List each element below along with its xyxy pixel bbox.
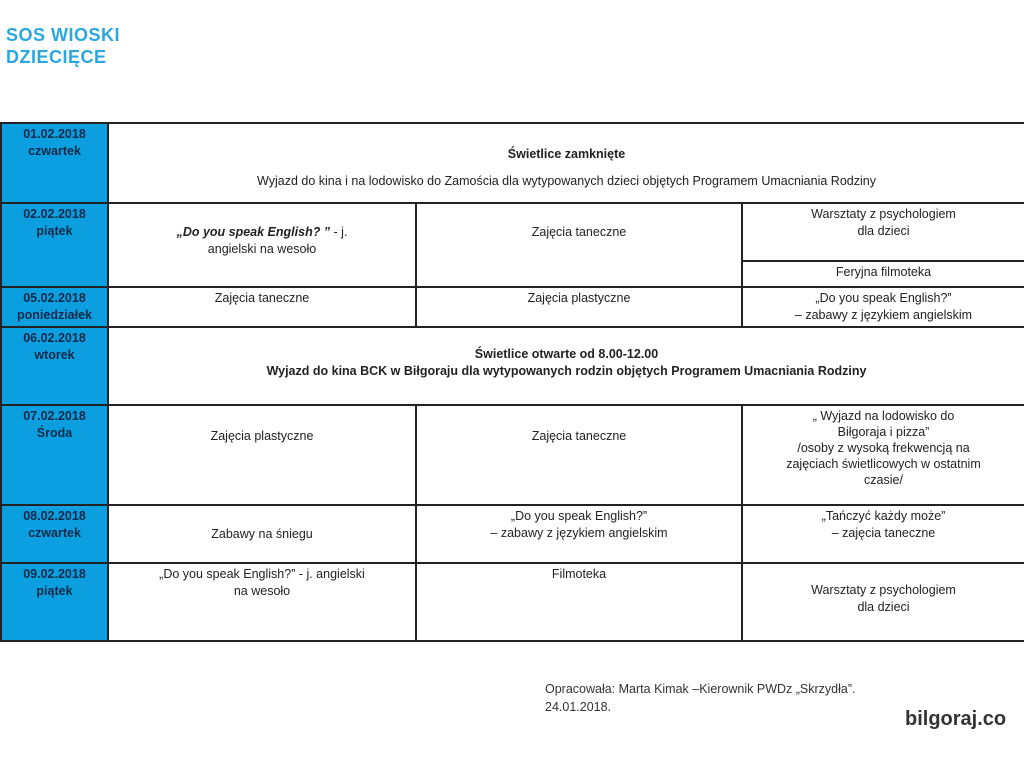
date: 01.02.2018 [23, 127, 86, 141]
table-row [1, 287, 1024, 327]
date-cell [1, 123, 108, 203]
logo [6, 24, 120, 68]
activity-text: /osoby z wysoką frekwencją na [797, 441, 970, 455]
date: 09.02.2018 [23, 567, 86, 581]
activity-text: – zajęcia taneczne [831, 526, 936, 540]
date: 06.02.2018 [23, 331, 86, 345]
activity-cell [416, 563, 742, 641]
table-row [1, 203, 1024, 261]
merged-cell [108, 327, 1024, 405]
date: 07.02.2018 [23, 409, 86, 423]
table-row [1, 563, 1024, 641]
activity-text: Warsztaty z psychologiem [811, 583, 956, 597]
activity-cell [108, 505, 416, 563]
activity-cell [108, 287, 416, 327]
table-row [1, 327, 1024, 405]
activity-cell [742, 563, 1024, 641]
activity-cell [742, 203, 1024, 261]
date: 02.02.2018 [23, 207, 86, 221]
cell-heading: Świetlice zamknięte [507, 147, 626, 161]
merged-cell [108, 123, 1024, 203]
date-line: 24.01.2018. [545, 700, 612, 714]
activity-text: Zajęcia plastyczne [527, 291, 631, 305]
activity-emphasis: „Do you speak English? ” [176, 225, 331, 239]
activity-text: - j. [330, 225, 348, 239]
cell-text: Wyjazd do kina i na lodowisko do Zamościa dla wytypowanych dzieci objętych Programem Umacniania Rodziny [257, 174, 876, 188]
activity-text: Warsztaty z psychologiem [811, 207, 956, 221]
activity-text: Zajęcia taneczne [214, 291, 310, 305]
table-row [1, 123, 1024, 203]
date-cell [1, 563, 108, 641]
activity-text: dla dzieci [857, 600, 910, 614]
activity-cell [742, 505, 1024, 563]
activity-text: „Do you speak English?” [815, 291, 952, 305]
weekday: piątek [36, 224, 73, 238]
activity-cell [742, 405, 1024, 505]
weekday: wtorek [34, 348, 75, 362]
activity-text: „Do you speak English?” - j. angielski [159, 567, 365, 581]
activity-text: „Tańczyć każdy może” [821, 509, 946, 523]
activity-text: zajęciach świetlicowych w ostatnim [786, 457, 981, 471]
logo-line-2: DZIECIĘCE [6, 47, 107, 67]
activity-text: „Do you speak English?” [510, 509, 648, 523]
activity-text: angielski na wesoło [207, 242, 317, 256]
activity-cell [108, 563, 416, 641]
activity-cell [108, 203, 416, 287]
site-watermark: bilgoraj.co [905, 708, 1007, 730]
weekday: piątek [36, 584, 73, 598]
activity-text: dla dzieci [857, 224, 910, 238]
date-cell [1, 287, 108, 327]
date-cell [1, 203, 108, 287]
activity-text: Zabawy na śniegu [211, 527, 313, 541]
logo-line-1: SOS WIOSKI [6, 25, 121, 45]
activity-text: – zabawy z językiem angielskim [794, 308, 973, 322]
activity-text: Zajęcia taneczne [531, 429, 627, 443]
weekday: czwartek [28, 144, 81, 158]
footer-note [545, 680, 856, 716]
activity-text: Filmoteka [551, 567, 607, 581]
activity-cell [108, 405, 416, 505]
activity-text: na wesoło [233, 584, 291, 598]
weekday: Środa [36, 426, 73, 440]
activity-cell [416, 203, 742, 287]
table-row [1, 505, 1024, 563]
weekday: poniedziałek [16, 308, 93, 322]
cell-heading: Wyjazd do kina BCK w Biłgoraju dla wytypowanych rodzin objętych Programem Umacniania Rodziny [266, 364, 867, 378]
schedule-table [0, 122, 1024, 642]
activity-text: – zabawy z językiem angielskim [490, 526, 668, 540]
activity-text: Biłgoraja i pizza” [837, 425, 930, 439]
activity-cell [742, 287, 1024, 327]
author-line: Opracowała: Marta Kimak –Kierownik PWDz „Skrzydła”. [545, 682, 856, 696]
date-cell [1, 505, 108, 563]
activity-cell [416, 505, 742, 563]
date: 05.02.2018 [23, 291, 86, 305]
date-cell [1, 327, 108, 405]
cell-heading: Świetlice otwarte od 8.00-12.00 [474, 347, 659, 361]
table-row [1, 405, 1024, 505]
date-cell [1, 405, 108, 505]
activity-cell [416, 405, 742, 505]
date: 08.02.2018 [23, 509, 86, 523]
weekday: czwartek [28, 526, 81, 540]
activity-text: Feryjna filmoteka [835, 265, 932, 279]
activity-text: czasie/ [864, 473, 903, 487]
activity-text: Zajęcia plastyczne [210, 429, 314, 443]
activity-text: „ Wyjazd na lodowisko do [812, 409, 955, 423]
activity-text: Zajęcia taneczne [531, 225, 627, 239]
activity-cell [416, 287, 742, 327]
activity-cell [742, 261, 1024, 287]
